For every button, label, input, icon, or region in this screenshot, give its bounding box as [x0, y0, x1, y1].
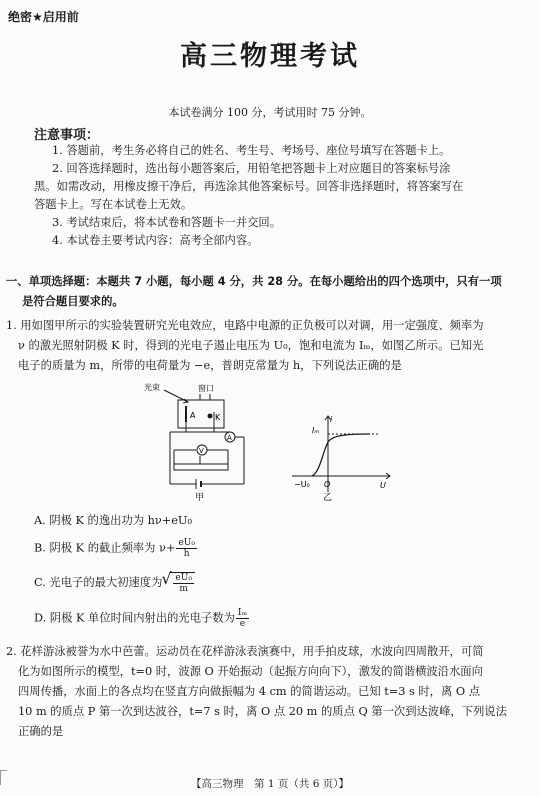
option-c-denominator: m: [179, 584, 188, 594]
rheostat: [174, 464, 228, 470]
section-heading-line: 一、单项选择题：本题共 7 小题，每小题 4 分，共 28 分。在每小题给出的四个选项中，只有一项: [6, 275, 502, 288]
question-1-line: 电子的质量为 m，所带的电荷量为 −e，普朗克常量为 h，下列说法正确的是: [18, 359, 402, 372]
fig-a-anode-label: A: [190, 411, 196, 420]
fig-b-caption: 乙: [323, 493, 333, 503]
fig-a-window-label: 窗口: [198, 384, 214, 393]
fig-a-caption: 甲: [195, 493, 205, 502]
notice-line: 黑。如需改动，用橡皮擦干净后，再选涂其他答案标号。回答非选择题时，将答案写在: [34, 180, 464, 193]
fig-b-neg-u0-label: −U₀: [294, 480, 310, 489]
notice-line: 3. 考试结束后，将本试卷和答题卡一并交回。: [52, 216, 282, 229]
option-b-denominator: h: [183, 549, 190, 559]
page-footer: 【高三物理 第 1 页（共 6 页）】: [191, 778, 349, 790]
iu-curve: [312, 434, 370, 476]
section-heading: [6, 272, 534, 312]
question-2-line: 2. 花样游泳被誉为水中芭蕾。运动员在花样游泳表演赛中，用手拍皮球，水波向四周散开，可简: [6, 645, 484, 658]
option-b-numerator: eU₀: [178, 538, 195, 548]
option-b-fraction: [176, 538, 197, 559]
exam-intro: 本试卷满分 100 分，考试用时 75 分钟。: [168, 106, 372, 119]
fig-b-i-label: i: [330, 415, 333, 424]
option-c-sqrt: [170, 572, 195, 594]
question-1-line: ν 的激光照射阴极 K 时，得到的光电子遏止电压为 U₀，饱和电流为 Iₘ，如图乙所示。已知光: [18, 339, 484, 352]
section-heading-line: 是符合题目要求的。: [22, 295, 124, 308]
notice-line: 4. 本试卷主要考试内容：高考全部内容。: [52, 234, 259, 247]
confidential-mark: 绝密★启用前: [8, 10, 79, 24]
option-d: [34, 608, 250, 629]
fig-b-u-label: U: [380, 481, 386, 490]
option-c-numerator: √ eU₀: [175, 573, 192, 583]
fig-a-voltmeter-label: V: [199, 447, 204, 455]
option-d-fraction: [236, 608, 249, 629]
option-c-fraction: [173, 573, 194, 594]
circuit-diagram: [140, 380, 260, 502]
fig-a-ammeter-label: A: [227, 434, 232, 442]
notice-line: 2. 回答选择题时，选出每小题答案后，用铅笔把答题卡上对应题目的答案标号涂: [52, 162, 451, 175]
exam-title: 高三物理考试: [180, 41, 360, 72]
option-a: A. 阴极 K 的逸出功为 hν+eU₀: [34, 514, 192, 527]
option-c-text: C. 光电子的最大初速度为: [34, 576, 163, 589]
fig-a-light-label: 光束: [144, 383, 160, 392]
notice-line: 1. 答题前，考生务必将自己的姓名、考生号、考场号、座位号填写在答题卡上。: [52, 144, 451, 157]
option-d-denominator: e: [239, 619, 246, 629]
question-1-line: 1. 用如图甲所示的实验装置研究光电效应，电路中电源的正负极可以对调，用一定强度、频率为: [6, 319, 484, 332]
option-c: [34, 572, 195, 594]
option-d-text: D. 阴极 K 单位时间内射出的光电子数为: [34, 611, 235, 625]
option-d-numerator: Iₘ: [237, 608, 247, 618]
notice-line: 答题卡上。写在本试卷上无效。: [34, 198, 193, 211]
question-2-line: 10 m 的质点 P 第一次到达波谷，t=7 s 时，离 O 点 20 m 的质点 Q 第一次到达波峰，下列说法: [18, 705, 507, 718]
cathode-dot: [208, 414, 213, 419]
fig-b-im-label: Iₘ: [312, 426, 320, 435]
fig-b-origin-label: O: [324, 480, 331, 489]
question-2-line: 正确的是: [18, 725, 64, 738]
notice-title: 注意事项：: [34, 128, 100, 143]
option-b: [34, 538, 198, 559]
current-voltage-graph: [290, 412, 396, 504]
fig-a-cathode-label: K: [215, 413, 221, 422]
question-2-line: 四周传播，水面上的各点均在竖直方向做振幅为 4 cm 的简谐运动。已知 t=3 s 时，离 O 点: [18, 685, 481, 698]
question-2-line: 化为如图所示的模型，t=0 时，波源 O 开始振动（起振方向向下），激发的简谐横波沿水面向: [18, 665, 483, 678]
option-b-text: B. 阴极 K 的截止频率为 ν+: [34, 541, 176, 555]
